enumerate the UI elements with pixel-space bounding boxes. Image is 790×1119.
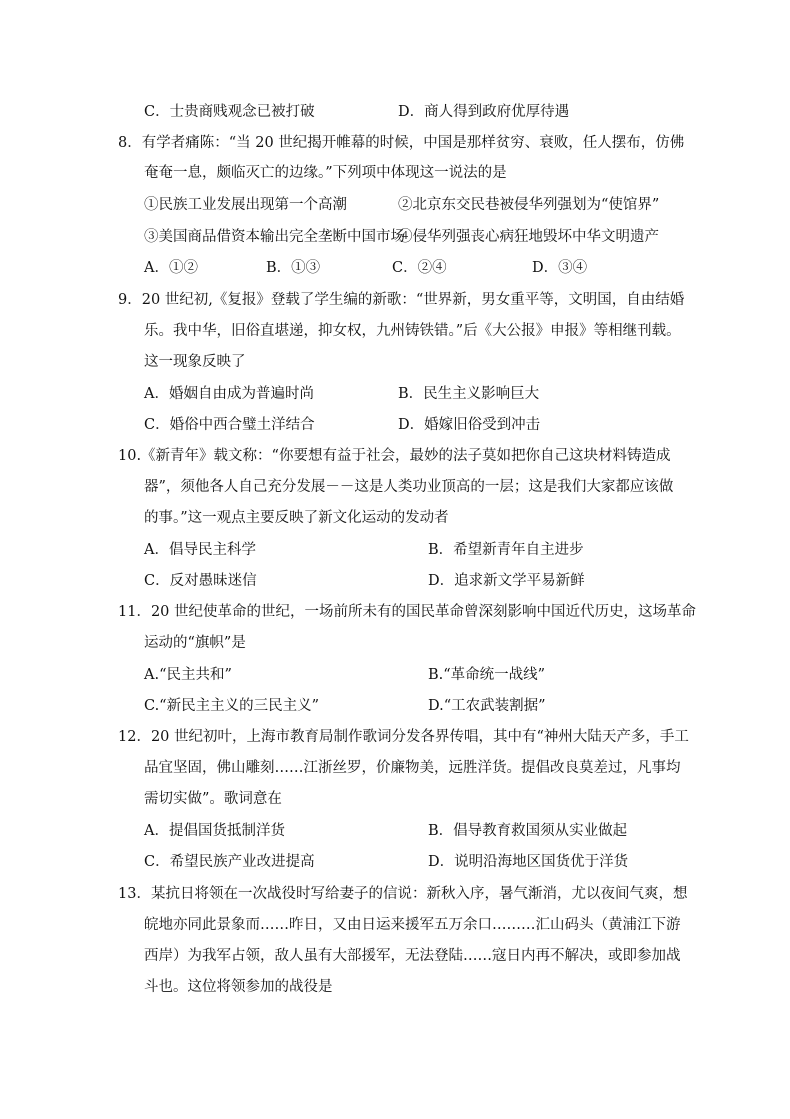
q13-stem-line-4: 斗也。这位将领参加的战役是 [144, 979, 333, 995]
q13-stem-line-2: 皖地亦同此景象而……昨日，又由日运来援军五万余口………汇山码头（黄浦江下游 [144, 917, 681, 933]
q9-option-d: D．婚嫁旧俗受到冲击 [398, 417, 541, 433]
q12-option-d: D．说明沿海地区国货优于洋货 [428, 854, 629, 870]
q12-stem-line-2: 品宜坚固，佛山雕刻……江浙丝罗，价廉物美，远胜洋货。提倡改良莫差过，凡事均 [144, 760, 681, 776]
q10-option-d: D．追求新文学平易新鲜 [428, 573, 585, 589]
q8-item-1: ①民族工业发展出现第一个高潮 [144, 197, 347, 213]
q12-option-c: C．希望民族产业改进提高 [144, 854, 315, 870]
q8-item-4: ④侵华列强丧心病狂地毁坏中华文明遗产 [398, 229, 659, 245]
q10-stem-line-2: 器”，须他各人自己充分发展－－这是人类功业顶高的一层；这是我们大家都应该做 [144, 479, 674, 495]
q11-option-a: A.“民主共和” [144, 667, 232, 683]
q10-stem-line-3: 的事。”这一观点主要反映了新文化运动的发动者 [144, 510, 449, 526]
q8-option-b: B．①③ [266, 260, 321, 276]
q8-item-2: ②北京东交民巷被侵华列强划为“使馆界” [398, 197, 660, 213]
q9-stem-line-3: 这一现象反映了 [144, 354, 246, 370]
q8-stem-line-2: 奄奄一息，颇临灭亡的边缘。”下列项中体现这一说法的是 [144, 165, 507, 181]
q13-stem-line-3: 西岸）为我军占领，敌人虽有大部援军，无法登陆……寇日内再不解决，或即参加战 [144, 948, 681, 964]
q12-option-a: A．提倡国货抵制洋货 [144, 823, 285, 839]
q11-stem-line-1: 11．20 世纪使革命的世纪，一场前所未有的国民革命曾深刻影响中国近代历史，这场革命 [118, 604, 697, 620]
q8-option-c: C．②④ [392, 260, 447, 276]
q10-stem-line-1: 10.《新青年》载文称：“你要想有益于社会，最妙的法子莫如把你自己这块材料铸造成 [118, 448, 671, 464]
q12-stem-line-3: 需切实做”。歌词意在 [144, 791, 282, 807]
q8-option-d: D．③④ [532, 260, 588, 276]
q13-stem-line-1: 13．某抗日将领在一次战役时写给妻子的信说：新秋入序，暑气渐消，尤以夜间气爽，想 [118, 886, 688, 902]
q11-stem-line-2: 运动的“旗帜”是 [144, 635, 246, 651]
q10-option-c: C．反对愚昧迷信 [144, 573, 257, 589]
q8-stem-line-1: 8．有学者痛陈：“当 20 世纪揭开帷幕的时候，中国是那样贫穷、衰败，任人摆布，仿佛 [118, 135, 685, 151]
q11-option-d: D.“工农武装割据” [428, 698, 546, 714]
q7-option-d: D．商人得到政府优厚待遇 [398, 104, 570, 120]
q10-option-a: A．倡导民主科学 [144, 542, 256, 558]
q7-option-c: C．士贵商贱观念已被打破 [144, 104, 315, 120]
q11-option-b: B.“革命统一战线” [428, 667, 546, 683]
q8-item-3: ③美国商品借资本输出完全垄断中国市场 [144, 229, 405, 245]
q12-option-b: B．倡导教育救国须从实业做起 [428, 823, 628, 839]
q9-option-c: C．婚俗中西合璧土洋结合 [144, 417, 315, 433]
q9-option-a: A．婚姻自由成为普遍时尚 [144, 386, 314, 402]
q10-option-b: B．希望新青年自主进步 [428, 542, 584, 558]
q9-stem-line-1: 9．20 世纪初,《复报》登载了学生编的新歌：“世界新，男女重平等，文明国，自由结婚 [118, 292, 685, 308]
q9-option-b: B．民生主义影响巨大 [398, 386, 540, 402]
q9-stem-line-2: 乐。我中华，旧俗直堪递，抑女权，九州铸铁错。”后《大公报》申报》等相继刊载。 [144, 323, 681, 339]
q12-stem-line-1: 12．20 世纪初叶，上海市教育局制作歌词分发各界传唱，其中有“神州大陆天产多，手工 [118, 729, 689, 745]
q8-option-a: A．①② [144, 260, 198, 276]
q11-option-c: C.“新民主主义的三民主义” [144, 698, 320, 714]
